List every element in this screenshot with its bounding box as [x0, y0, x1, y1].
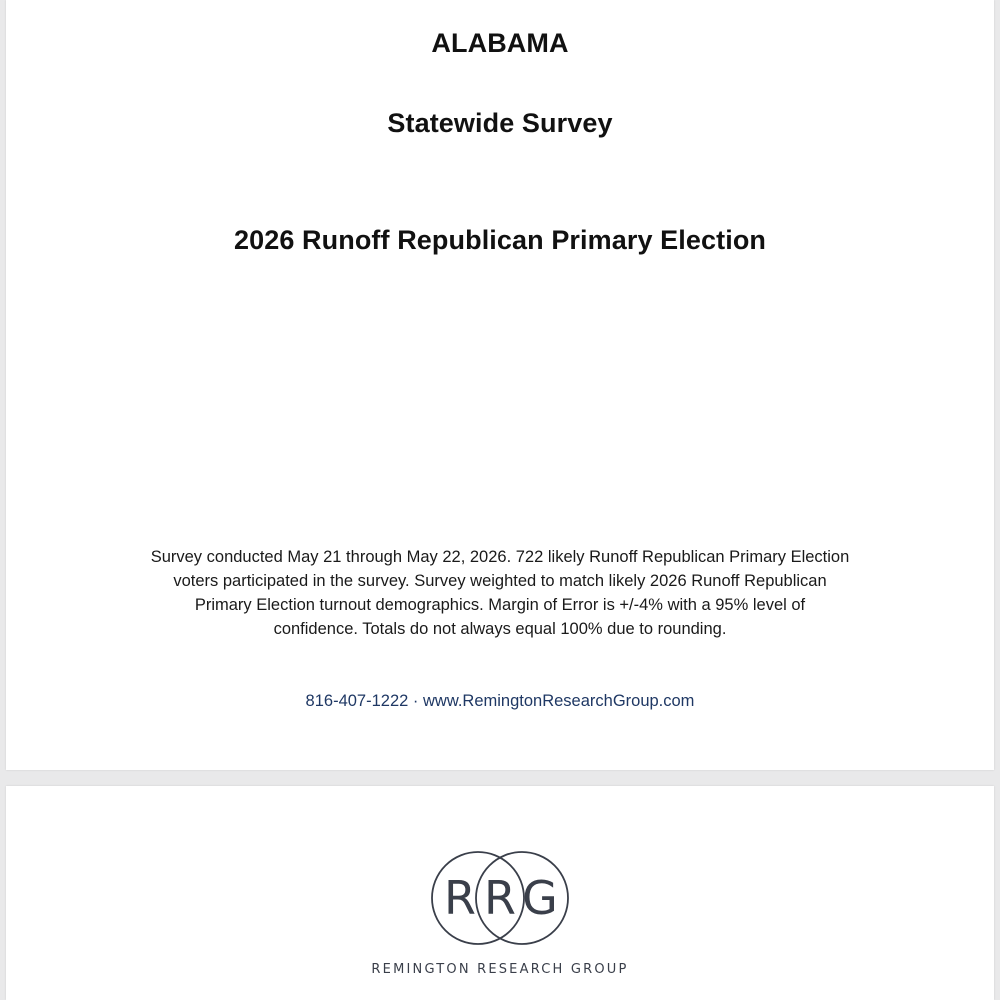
methodology-line: voters participated in the survey. Survey weighted to match likely 2026 Runoff Republican	[173, 572, 827, 590]
state-heading: ALABAMA	[431, 28, 569, 58]
survey-title: Statewide Survey	[387, 108, 613, 138]
company-name: REMINGTON RESEARCH GROUP	[371, 962, 629, 977]
methodology-statement	[116, 545, 884, 641]
logo-letter: R	[444, 871, 476, 925]
page-1	[6, 0, 994, 770]
website-link[interactable]: www.RemingtonResearchGroup.com	[422, 692, 695, 710]
contact-separator: ·	[408, 692, 423, 710]
contact-line	[6, 692, 994, 711]
logo-letter: G	[522, 871, 558, 925]
methodology-line: Survey conducted May 21 through May 22, 2026. 722 likely Runoff Republican Primary Election	[150, 548, 850, 566]
page-2	[6, 786, 994, 1000]
logo-letter: R	[484, 871, 516, 925]
methodology-line: Primary Election turnout demographics. Margin of Error is +/-4% with a 95% level of	[194, 596, 806, 614]
phone-link[interactable]: 816-407-1222	[305, 692, 409, 710]
election-title: 2026 Runoff Republican Primary Election	[233, 225, 767, 255]
rrg-logo	[430, 850, 570, 946]
methodology-line: confidence. Totals do not always equal 100% due to rounding.	[273, 620, 727, 638]
